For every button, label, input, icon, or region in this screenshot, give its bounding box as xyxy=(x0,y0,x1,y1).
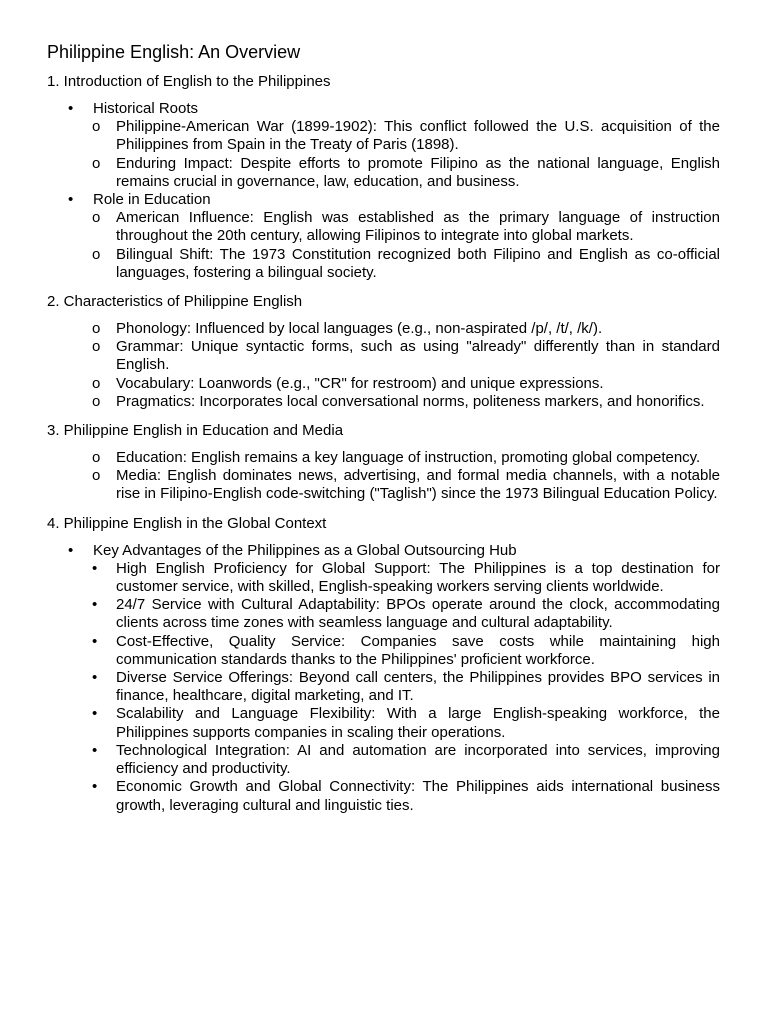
sub-list-item xyxy=(93,560,720,596)
section-characteristics xyxy=(47,292,720,411)
sub-list-item-text: 24/7 Service with Cultural Adaptability: BPOs operate around the clock, accommodating clients across time zones with seamless language and cultural adaptability. xyxy=(116,596,720,632)
list-item-label: Key Advantages of the Philippines as a Global Outsourcing Hub xyxy=(93,541,517,559)
sub-list-item-text: American Influence: English was established as the primary language of instruction throughout the 20th century, allowing Filipinos to integrate into global markets. xyxy=(116,209,720,245)
bullet-list xyxy=(47,542,720,815)
sub-list-item-text: Technological Integration: AI and automation are incorporated into services, improving efficiency and productivity. xyxy=(116,741,720,778)
bullet-marker: • xyxy=(92,632,98,650)
sub-list-item xyxy=(47,467,720,503)
sub-list-item-text: High English Proficiency for Global Support: The Philippines is a top destination for customer service, with skilled, English-speaking workers serving clients worldwide. xyxy=(116,559,720,596)
sub-list-item xyxy=(93,705,720,741)
sub-list-item-text: Diverse Service Offerings: Beyond call centers, the Philippines provides BPO services in finance, healthcare, digital marketing, and IT. xyxy=(116,669,720,705)
sub-list-item xyxy=(93,633,720,669)
circle-marker: o xyxy=(92,449,101,467)
sub-list-item xyxy=(93,118,720,154)
sub-list-item xyxy=(47,375,720,393)
document-content xyxy=(47,40,720,815)
sub-list-item-text: Grammar: Unique syntactic forms, such as using "already" differently than in standard English. xyxy=(116,338,720,374)
sub-list-item-text: Pragmatics: Incorporates local conversational norms, politeness markers, and honorifics. xyxy=(116,392,705,410)
sub-list-item xyxy=(93,246,720,282)
sub-list xyxy=(47,320,720,411)
bullet-marker: • xyxy=(92,669,98,687)
sub-list-item xyxy=(93,155,720,191)
sub-list xyxy=(93,209,720,282)
sub-list-item xyxy=(93,742,720,778)
sub-list-item-text: Enduring Impact: Despite efforts to promote Filipino as the national language, English remains crucial in governance, law, education, and business. xyxy=(116,154,720,190)
sub-list-item xyxy=(93,669,720,705)
bullet-marker: • xyxy=(68,541,74,559)
section-global-context xyxy=(47,514,720,815)
sub-list-item xyxy=(47,393,720,411)
sub-list-item-text: Economic Growth and Global Connectivity: The Philippines aids international business growth, leveraging cultural and linguistic ties. xyxy=(116,778,720,814)
section-heading: 4. Philippine English in the Global Context xyxy=(47,514,327,532)
circle-marker: o xyxy=(92,467,101,485)
document-title: Philippine English: An Overview xyxy=(47,42,301,62)
circle-marker: o xyxy=(92,374,101,392)
section-heading: 3. Philippine English in Education and Media xyxy=(47,422,344,440)
bullet-marker: • xyxy=(92,778,98,796)
sub-list xyxy=(47,449,720,504)
circle-marker: o xyxy=(92,392,101,410)
circle-marker: o xyxy=(92,245,101,263)
sub-list-item-text: Philippine-American War (1899-1902): This conflict followed the U.S. acquisition of the Philippines from Spain in the Treaty of Paris (1898). xyxy=(116,118,720,154)
bullet-marker: • xyxy=(68,191,74,209)
circle-marker: o xyxy=(92,320,101,338)
section-heading: 2. Characteristics of Philippine English xyxy=(47,293,303,311)
sub-list xyxy=(93,560,720,815)
circle-marker: o xyxy=(92,209,101,227)
bullet-marker: • xyxy=(92,559,98,577)
bullet-list xyxy=(47,100,720,282)
section-introduction xyxy=(47,72,720,282)
list-item-label: Role in Education xyxy=(93,191,211,209)
sub-list-item xyxy=(47,338,720,374)
sub-list-item-text: Media: English dominates news, advertising, and formal media channels, with a notable rise in Filipino-English code-switching ("Taglish") since the 1973 Bilingual Education Policy. xyxy=(116,467,720,503)
sub-list-item xyxy=(47,320,720,338)
list-item xyxy=(47,191,720,282)
sub-list-item-text: Education: English remains a key language of instruction, promoting global competency. xyxy=(116,449,701,467)
sub-list-item-text: Scalability and Language Flexibility: With a large English-speaking workforce, the Philippines supports companies in scaling their operations. xyxy=(116,705,720,741)
sub-list-item xyxy=(93,778,720,814)
sub-list-item-text: Phonology: Influenced by local languages (e.g., non-aspirated /p/, /t/, /k/). xyxy=(116,320,603,338)
sub-list-item-text: Cost-Effective, Quality Service: Companies save costs while maintaining high communication standards thanks to the Philippines' proficient workforce. xyxy=(116,632,720,668)
circle-marker: o xyxy=(92,338,101,356)
section-education-media xyxy=(47,421,720,504)
list-item-label: Historical Roots xyxy=(93,100,199,117)
sub-list-item xyxy=(47,449,720,467)
circle-marker: o xyxy=(92,154,101,172)
bullet-marker: • xyxy=(92,705,98,723)
sub-list-item-text: Bilingual Shift: The 1973 Constitution recognized both Filipino and English as co-official languages, fostering a bilingual society. xyxy=(116,245,720,281)
circle-marker: o xyxy=(92,118,101,136)
sub-list-item xyxy=(93,209,720,245)
bullet-marker: • xyxy=(92,741,98,759)
section-heading: 1. Introduction of English to the Philippines xyxy=(47,73,331,90)
sub-list-item-text: Vocabulary: Loanwords (e.g., "CR" for restroom) and unique expressions. xyxy=(116,374,604,392)
sub-list-item xyxy=(93,596,720,632)
sub-list xyxy=(93,118,720,191)
list-item xyxy=(47,542,720,815)
list-item xyxy=(47,100,720,191)
bullet-marker: • xyxy=(68,100,74,117)
bullet-marker: • xyxy=(92,596,98,614)
